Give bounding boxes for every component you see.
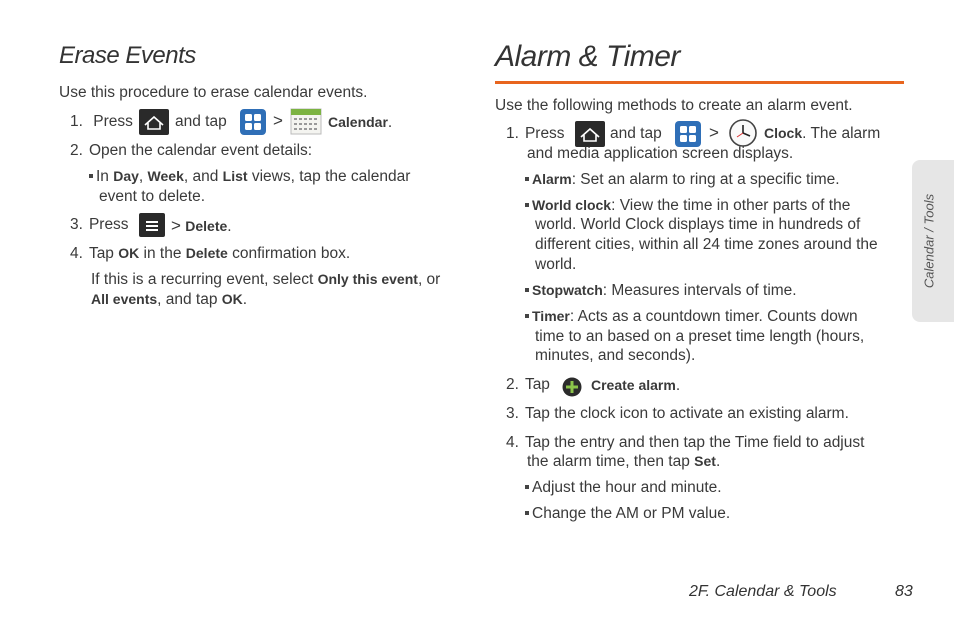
bullet-world-clock-line: world. — [535, 256, 577, 273]
erase-step-4: 4. Tap OK in the Delete confirmation box. — [70, 245, 351, 262]
menu-icon — [139, 213, 165, 237]
recurring-note-line2: All events, and tap OK. — [91, 291, 248, 308]
erase-step-2: 2. Open the calendar event details: — [70, 142, 313, 159]
alarm-step-4-line2: the alarm time, then tap Set. — [527, 453, 721, 470]
bullet-world-clock-line: different cities, within all 24 time zones around the — [535, 236, 878, 253]
footer-section: 2F. Calendar & Tools — [689, 583, 837, 600]
orange-rule — [495, 81, 904, 84]
step-text: and tap — [175, 113, 227, 130]
step-number: 1. — [70, 113, 83, 130]
alarm-step-1: 1. Press — [506, 125, 565, 142]
recurring-note: If this is a recurring event, select Only this event, or — [91, 271, 441, 288]
home-icon — [575, 121, 605, 147]
bullet-timer-line: minutes, and seconds). — [535, 347, 696, 364]
create-alarm-target: Create alarm. — [591, 377, 681, 394]
alarm-step-4: 4. Tap the entry and then tap the Time field to adjust — [506, 434, 865, 451]
clock-icon — [728, 118, 758, 148]
bullet-timer: Timer: Acts as a countdown timer. Counts down — [525, 308, 858, 326]
bullet-world-clock-line: world. World Clock displays time in hundreds of — [535, 216, 861, 233]
side-tab-label: Calendar / Tools — [921, 193, 937, 289]
sub-bullet: Adjust the hour and minute. — [525, 479, 722, 497]
sub-bullet: Change the AM or PM value. — [525, 505, 730, 523]
step-text: Press — [93, 113, 133, 130]
alarm-intro: Use the following methods to create an alarm event. — [495, 97, 853, 114]
clock-target: Clock. The alarm — [764, 125, 881, 142]
erase-step-3: 3. Press — [70, 216, 129, 233]
page-number: 83 — [895, 583, 913, 600]
erase-intro: Use this procedure to erase calendar events. — [59, 84, 368, 101]
erase-step-1 — [70, 113, 133, 131]
bullet-timer-line: time to an based on a preset time length (hours, — [535, 328, 865, 345]
section-title-alarm-timer: Alarm & Timer — [495, 40, 680, 73]
alarm-step-1-line2: and media application screen displays. — [527, 145, 794, 162]
calendar-target: Calendar. — [328, 114, 393, 131]
erase-bullet-line2: event to delete. — [99, 188, 205, 205]
applications-icon — [240, 109, 266, 135]
bullet-world-clock: World clock: View the time in other parts of the — [525, 197, 850, 215]
bullet-marker — [89, 174, 93, 178]
applications-icon — [675, 121, 701, 147]
delete-target: > Delete. — [171, 216, 232, 235]
calendar-icon — [290, 105, 322, 135]
section-title-erase-events: Erase Events — [59, 42, 196, 69]
alarm-step-3: 3. Tap the clock icon to activate an existing alarm. — [506, 405, 849, 422]
bullet-alarm: Alarm: Set an alarm to ring at a specific time. — [525, 171, 840, 189]
arrow-separator: > — [709, 123, 719, 142]
bullet-stopwatch: Stopwatch: Measures intervals of time. — [525, 282, 797, 300]
erase-bullet: In Day, Week, and List views, tap the calendar — [89, 168, 410, 186]
alarm-step-2: 2. Tap — [506, 376, 550, 393]
step-text: and tap — [610, 125, 662, 142]
arrow-separator: > — [273, 111, 283, 130]
home-icon — [139, 109, 169, 135]
add-icon — [562, 377, 582, 397]
